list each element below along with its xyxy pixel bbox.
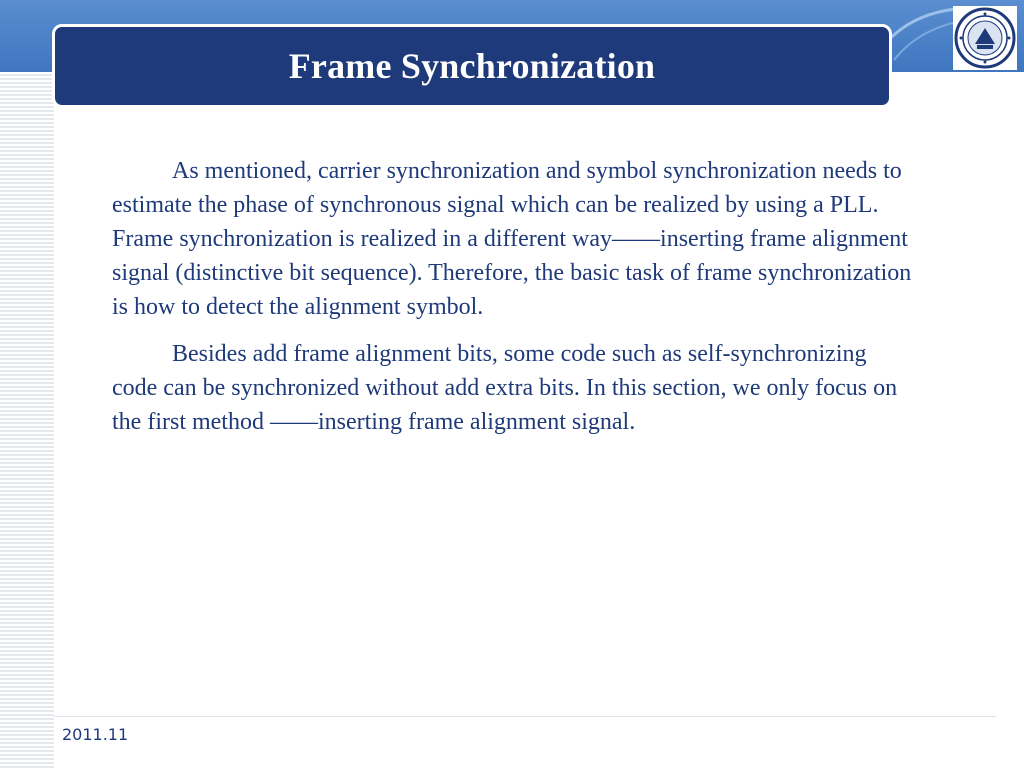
left-stripe-decoration bbox=[0, 70, 54, 768]
paragraph-2: Besides add frame alignment bits, some code such as self-synchronizing code can be synchronized without add extra bits. In this section, we only focus on the first method ——inserting frame alignment signal. bbox=[112, 341, 898, 435]
title-bar bbox=[52, 24, 892, 108]
slide-title: Frame Synchronization bbox=[288, 46, 656, 86]
slide-body bbox=[112, 154, 912, 452]
footer-date: 2011.11 bbox=[62, 725, 129, 744]
footer-divider bbox=[54, 716, 996, 717]
paragraph-1: As mentioned, carrier synchronization and symbol synchronization needs to estimate the phase of synchronous signal which can be realized by using a PLL. Frame synchronization is realized in a different way——inserting frame alignment signal (distinctive bit sequence). Therefore, the basic task of frame synchronization is how to detect the alignment symbol. bbox=[112, 158, 912, 320]
university-seal-logo-icon bbox=[953, 6, 1017, 70]
